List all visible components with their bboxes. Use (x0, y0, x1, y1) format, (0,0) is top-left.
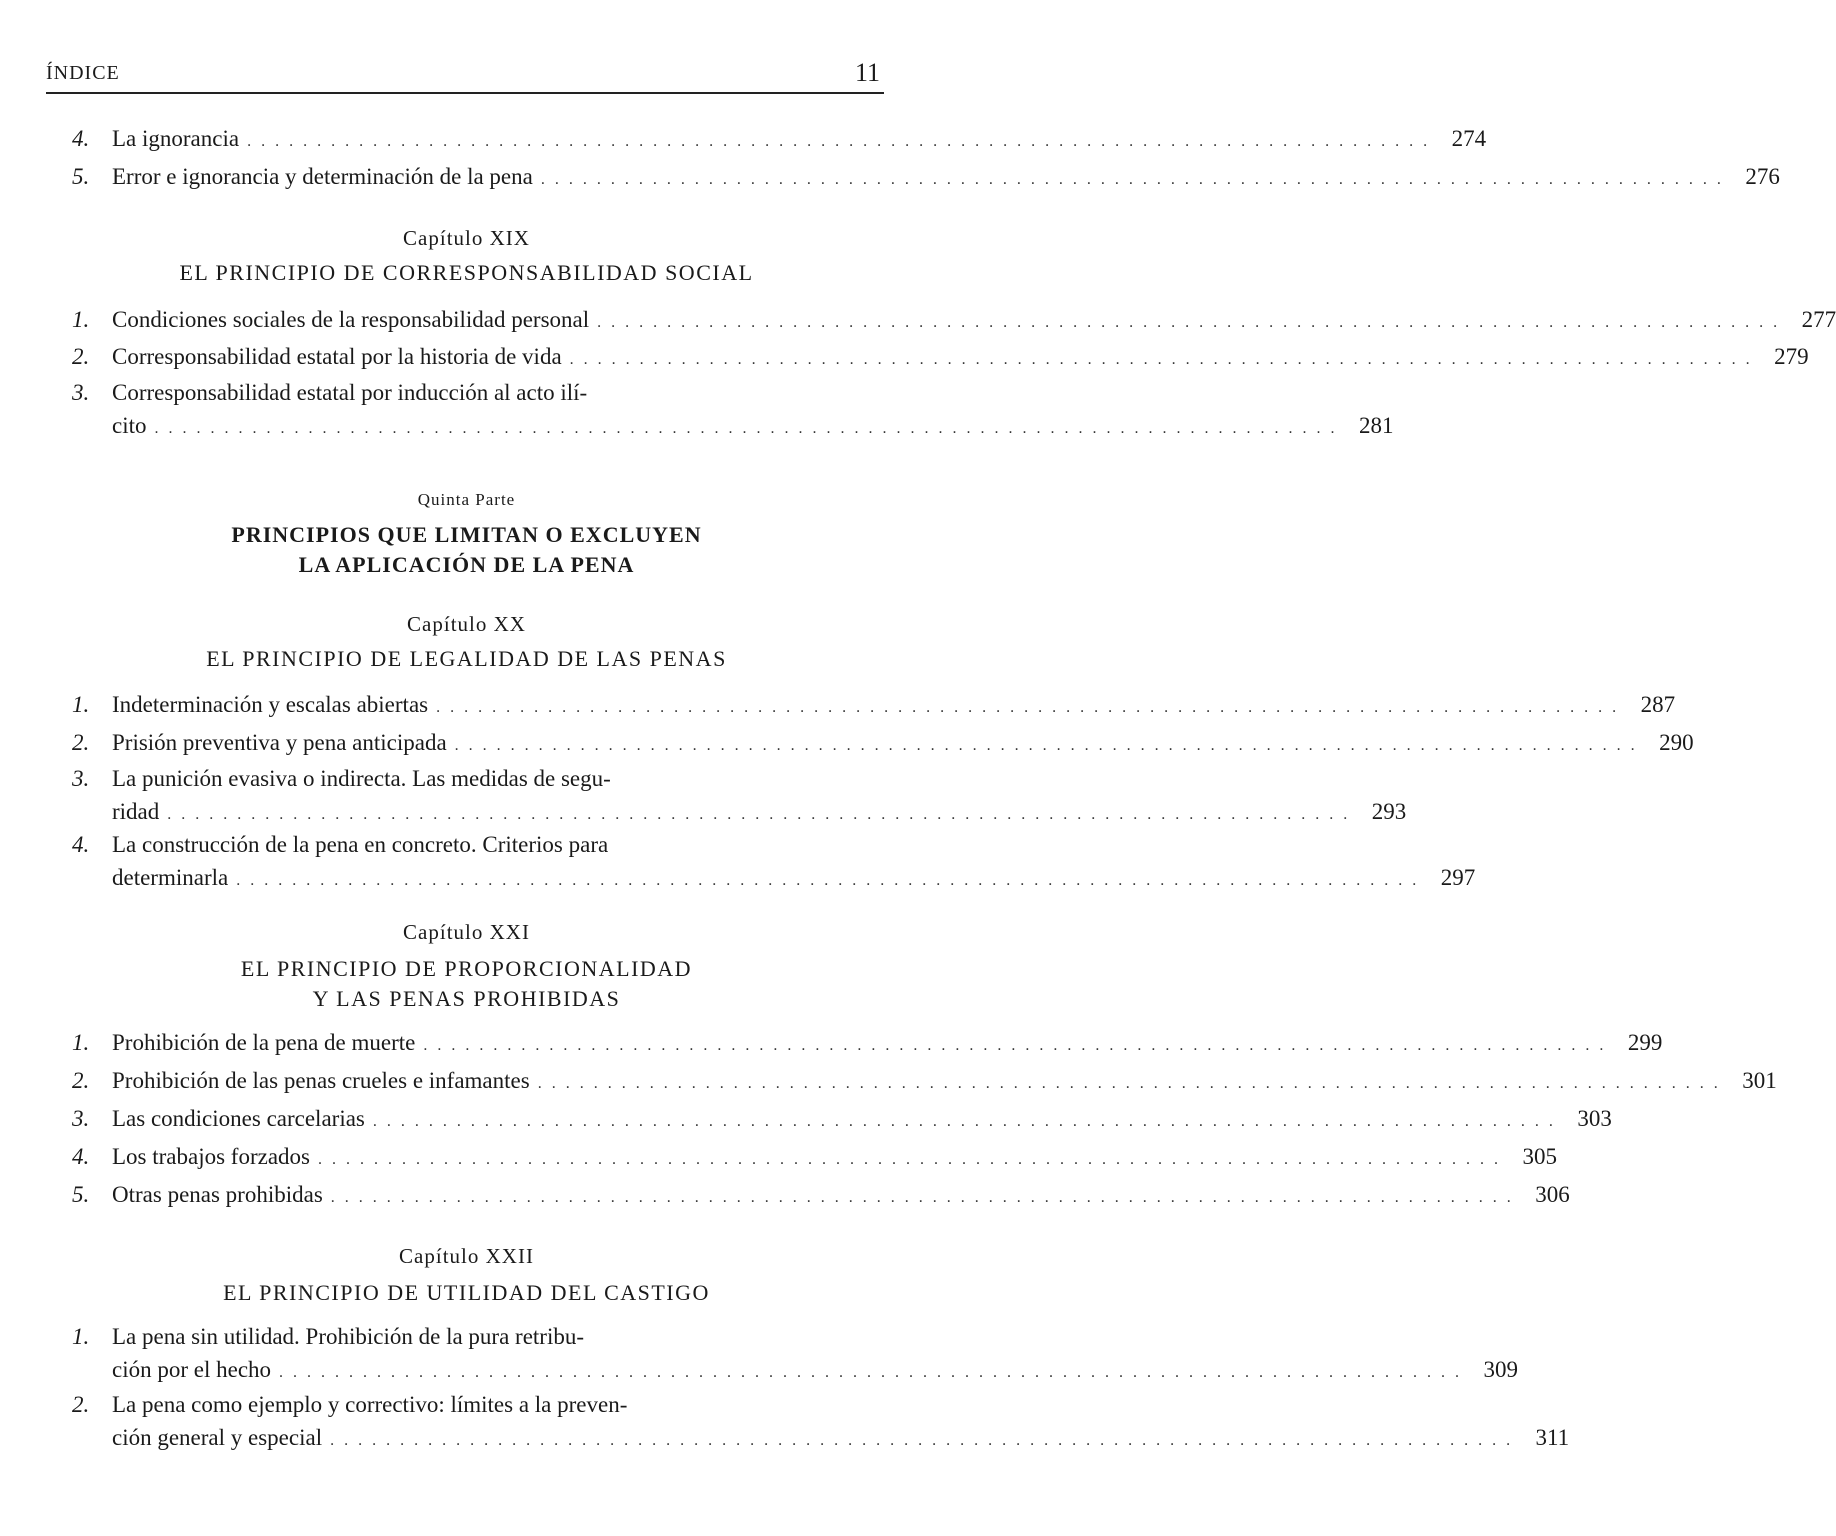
entry-title: La ignorancia (112, 126, 240, 151)
entry-page: 290 (1659, 730, 1694, 755)
entry-title: La pena como ejemplo y correctivo: límites a la preven- (112, 1392, 628, 1417)
toc-entry (72, 1026, 1663, 1062)
entry-title: Otras penas prohibidas (112, 1182, 323, 1207)
entry-title: La pena sin utilidad. Prohibición de la pura retribu- (112, 1324, 585, 1349)
toc-entry (72, 688, 1676, 724)
entry-title: Corresponsabilidad estatal por inducción al acto ilí- (112, 380, 588, 405)
entry-number: 5. (72, 164, 90, 189)
chapter-label: Capítulo XXII (399, 1244, 534, 1268)
entry-page: 277 (1801, 307, 1836, 332)
toc-entry (72, 340, 1809, 376)
toc-entry (72, 160, 1780, 196)
part-label: Quinta Parte (417, 490, 516, 509)
toc-entry (72, 1140, 1557, 1176)
dot-leader (455, 729, 1638, 762)
dot-leader (597, 306, 1780, 339)
dot-leader (541, 163, 1724, 196)
entry-number: 1. (72, 1030, 90, 1055)
entry-page: 299 (1627, 1030, 1663, 1055)
entry-title: Prohibición de las penas crueles e infamantes (112, 1068, 530, 1093)
entry-number: 3. (72, 766, 90, 791)
chapter-label: Capítulo XXI (403, 920, 530, 944)
entry-page: 303 (1577, 1106, 1612, 1131)
entry-title-continuation: ción por el hecho (112, 1357, 272, 1382)
dot-leader (423, 1029, 1606, 1062)
dot-leader (155, 412, 1338, 445)
dot-leader (167, 798, 1350, 831)
toc-entry (72, 122, 1487, 158)
part-title-line2: LA APLICACIÓN DE LA PENA (298, 552, 635, 577)
entry-title-continuation: cito (112, 413, 147, 438)
entry-number: 3. (72, 380, 90, 405)
entry-number: 5. (72, 1182, 90, 1207)
entry-number: 4. (72, 1144, 90, 1169)
entry-page: 293 (1371, 799, 1407, 824)
chapter-title-line2: Y LAS PENAS PROHIBIDAS (312, 986, 621, 1011)
dot-leader (247, 125, 1430, 158)
entry-title: Las condiciones carcelarias (112, 1106, 365, 1131)
dot-leader (330, 1424, 1513, 1457)
dot-leader (373, 1105, 1556, 1138)
entry-title-continuation: ción general y especial (112, 1425, 323, 1450)
entry-page: 306 (1535, 1182, 1570, 1207)
running-title: ÍNDICE (46, 62, 120, 84)
entry-page: 297 (1440, 865, 1476, 890)
entry-page: 311 (1535, 1425, 1570, 1450)
entry-title: Los trabajos forzados (112, 1144, 310, 1169)
dot-leader (538, 1067, 1721, 1100)
entry-number: 2. (72, 344, 90, 369)
entry-number: 1. (72, 1324, 90, 1349)
entry-title: Indeterminación y escalas abiertas (112, 692, 429, 717)
entry-number: 1. (72, 307, 90, 332)
toc-entry (72, 1178, 1570, 1214)
page-number: 11 (854, 58, 880, 87)
entry-number: 4. (72, 832, 90, 857)
entry-page: 301 (1742, 1068, 1777, 1093)
entry-number: 3. (72, 1106, 90, 1131)
toc-entry (72, 303, 1836, 339)
entry-page: 276 (1745, 164, 1780, 189)
entry-page: 274 (1451, 126, 1487, 151)
entry-number: 2. (72, 1392, 90, 1417)
chapter-title: EL PRINCIPIO DE LEGALIDAD DE LAS PENAS (206, 646, 727, 671)
header-rule (46, 92, 884, 94)
entry-title-continuation: determinarla (112, 865, 229, 890)
entry-page: 287 (1640, 692, 1676, 717)
running-head (46, 58, 884, 86)
entry-title: La construcción de la pena en concreto. Criterios para (112, 832, 609, 857)
entry-page: 281 (1359, 413, 1394, 438)
entry-title: Corresponsabilidad estatal por la historia de vida (112, 344, 562, 369)
dot-leader (318, 1143, 1501, 1176)
toc-entry (72, 762, 1407, 831)
dot-leader (331, 1181, 1514, 1214)
entry-number: 4. (72, 126, 90, 151)
chapter-label: Capítulo XX (407, 612, 526, 636)
dot-leader (279, 1356, 1462, 1389)
toc-entry (72, 726, 1694, 762)
chapter-title: EL PRINCIPIO DE CORRESPONSABILIDAD SOCIAL (179, 260, 754, 285)
entry-number: 2. (72, 730, 90, 755)
chapter-label: Capítulo XIX (403, 226, 530, 250)
dot-leader (436, 691, 1619, 724)
chapter-title-line1: EL PRINCIPIO DE PROPORCIONALIDAD (240, 956, 693, 981)
toc-entry (72, 1320, 1519, 1389)
entry-number: 2. (72, 1068, 90, 1093)
dot-leader (570, 343, 1753, 376)
toc-entry (72, 828, 1476, 897)
toc-entry (72, 1388, 1570, 1457)
toc-entry (72, 1102, 1612, 1138)
toc-entry (72, 376, 1394, 445)
entry-number: 1. (72, 692, 90, 717)
entry-page: 279 (1774, 344, 1809, 369)
entry-page: 305 (1522, 1144, 1557, 1169)
entry-title: Condiciones sociales de la responsabilidad personal (112, 307, 590, 332)
entry-page: 309 (1483, 1357, 1519, 1382)
entry-title: La punición evasiva o indirecta. Las medidas de segu- (112, 766, 611, 791)
dot-leader (236, 864, 1419, 897)
entry-title: Prisión preventiva y pena anticipada (112, 730, 447, 755)
entry-title: Error e ignorancia y determinación de la pena (112, 164, 533, 189)
toc-entry (72, 1064, 1777, 1100)
part-title-line1: PRINCIPIOS QUE LIMITAN O EXCLUYEN (231, 522, 702, 547)
entry-title-continuation: ridad (112, 799, 160, 824)
chapter-title: EL PRINCIPIO DE UTILIDAD DEL CASTIGO (223, 1280, 710, 1305)
entry-title: Prohibición de la pena de muerte (112, 1030, 416, 1055)
